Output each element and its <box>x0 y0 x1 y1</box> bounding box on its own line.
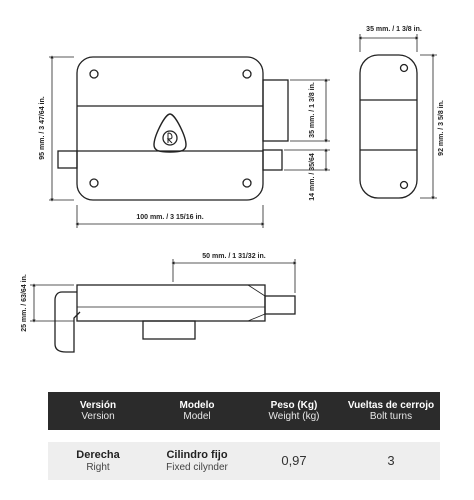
header-version <box>48 400 148 423</box>
screw-hole-bottom-left <box>90 179 98 187</box>
bolt-height-label: 35 mm. / 1 3/8 in. <box>309 82 316 138</box>
front-body <box>77 57 263 200</box>
bottom-view <box>55 285 295 352</box>
cell-model <box>148 449 246 473</box>
bottom-handle-hook <box>55 292 80 352</box>
bolt-turns-value: 3 <box>387 452 395 468</box>
front-width-label: 100 mm. / 3 15/16 in. <box>136 214 204 221</box>
side-body <box>360 55 417 198</box>
cell-version <box>48 449 148 473</box>
front-view <box>58 57 288 200</box>
version-en: Right <box>86 461 110 473</box>
screw-hole-top-right <box>243 70 251 78</box>
bottom-bolt-bevel <box>248 285 265 321</box>
spec-table <box>48 392 440 480</box>
header-weight-es: Peso (Kg) <box>270 399 318 411</box>
screw-hole-top-left <box>90 70 98 78</box>
screw-hole-bottom-right <box>243 179 251 187</box>
bottom-height-label: 25 mm. / 63/64 in. <box>21 274 28 332</box>
bottom-cylinder <box>143 321 195 339</box>
header-bolt-turns <box>342 400 440 423</box>
cell-weight <box>246 454 342 469</box>
side-screw-top <box>401 65 408 72</box>
header-version-es: Versión <box>79 399 117 411</box>
header-model-en: Model <box>183 411 211 422</box>
side-dimension-lines <box>360 34 437 198</box>
bolt-right <box>263 80 288 141</box>
header-model <box>148 400 246 423</box>
bottom-bolt <box>265 296 295 314</box>
model-en: Fixed cilynder <box>166 461 228 473</box>
weight-value: 0,97 <box>281 452 307 468</box>
side-screw-bottom <box>401 182 408 189</box>
side-width-label: 35 mm. / 1 3/8 in. <box>366 26 422 33</box>
bottom-depth-label: 50 mm. / 1 31/32 in. <box>202 253 266 260</box>
model-es: Cilindro fijo <box>166 448 228 461</box>
keyhole-icon <box>168 133 172 143</box>
header-weight-en: Weight (kg) <box>268 411 320 422</box>
front-height-label: 95 mm. / 3 47/64 in. <box>39 96 46 160</box>
latch-right <box>263 150 282 170</box>
version-es: Derecha <box>76 448 120 461</box>
bottom-body <box>77 285 265 321</box>
latch-left <box>58 151 77 168</box>
header-bolt-turns-es: Vueltas de cerrojo <box>347 399 435 411</box>
spec-table-header <box>48 392 440 430</box>
cell-bolt-turns <box>342 454 440 469</box>
header-version-en: Version <box>81 411 115 422</box>
side-height-label: 92 mm. / 3 5/8 in. <box>438 100 445 156</box>
header-model-es: Modelo <box>179 399 215 411</box>
header-bolt-turns-en: Bolt turns <box>369 411 413 422</box>
latch-height-label: 14 mm. / 35/64 <box>309 153 316 201</box>
side-view <box>360 55 417 198</box>
table-row <box>48 442 440 480</box>
header-weight <box>246 400 342 423</box>
